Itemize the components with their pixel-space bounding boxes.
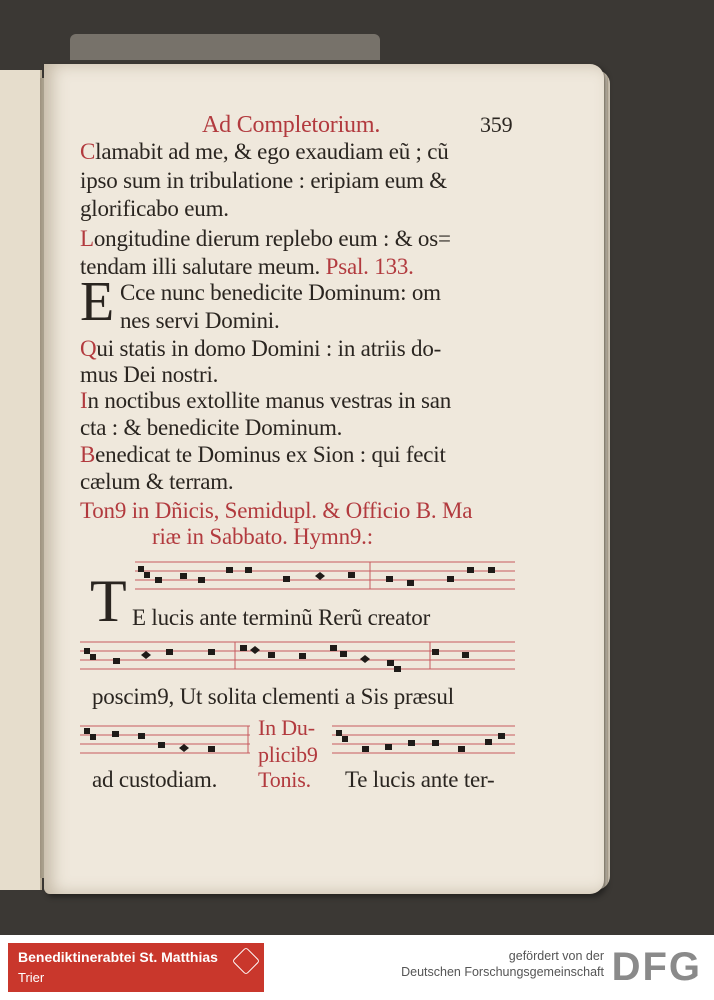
- neume: [208, 746, 215, 752]
- neume: [462, 652, 469, 658]
- neume: [432, 740, 439, 746]
- hymn-line-2: poscim9, Ut solita clementi a Sis præsul: [92, 684, 454, 709]
- hymn-line-3a: ad custodiam.: [92, 767, 218, 792]
- hymn-line-1: E lucis ante terminũ Rerũ creator: [132, 605, 431, 630]
- verse-line-3: glorificabo eum.: [80, 196, 229, 221]
- neume: [386, 576, 393, 582]
- neume: [112, 731, 119, 737]
- hymn-rubric-1: In Du-: [258, 715, 315, 740]
- funding-line-2: Deutschen Forschungsgemeinschaft: [401, 965, 604, 979]
- verse-line-4: Longitudine dierum replebo eum : & os=: [80, 226, 451, 251]
- verse-line-2: ipso sum in tribulatione : eripiam eum &: [80, 168, 447, 193]
- neume: [498, 733, 505, 739]
- neume: [245, 567, 252, 573]
- neume: [180, 573, 187, 579]
- neume: [488, 567, 495, 573]
- neume: [250, 646, 260, 654]
- verse2-line-2: mus Dei nostri.: [80, 362, 219, 387]
- hymn-big-initial: T: [90, 568, 127, 634]
- neume: [179, 744, 189, 752]
- verse2-line-4: cta : & benedicite Dominum.: [80, 415, 343, 440]
- neume: [138, 566, 144, 572]
- funding-line-1: gefördert von der: [508, 949, 604, 963]
- neume: [208, 649, 215, 655]
- neume: [315, 572, 325, 580]
- neume: [447, 576, 454, 582]
- neume: [90, 654, 96, 660]
- hymn-rubric-3: Tonis.: [258, 767, 311, 792]
- neume: [330, 645, 337, 651]
- verse-line-1: Clamabit ad me, & ego exaudiam eũ ; cũ: [80, 139, 449, 164]
- neume: [113, 658, 120, 664]
- abbey-logo-icon: [232, 947, 260, 975]
- neume: [342, 736, 348, 742]
- verse2-line-5: Benedicat te Dominus ex Sion : qui fecit: [80, 442, 446, 467]
- psalm-big-initial: E: [80, 271, 115, 333]
- neume: [226, 567, 233, 573]
- psalm-line-1: Cce nunc benedicite Dominum: om: [120, 280, 441, 305]
- neume: [394, 666, 401, 672]
- neume: [467, 567, 474, 573]
- neume: [283, 576, 290, 582]
- psalm-line-2: nes servi Domini.: [120, 308, 280, 333]
- neume: [299, 653, 306, 659]
- neume: [84, 728, 90, 734]
- music-staff-1: [80, 558, 520, 598]
- music-staff-2: [80, 638, 520, 678]
- neume: [362, 746, 369, 752]
- music-staff-3: [80, 722, 520, 762]
- neume: [84, 648, 90, 654]
- neume: [198, 577, 205, 583]
- verse2-line-6: cælum & terram.: [80, 469, 234, 494]
- neume: [458, 746, 465, 752]
- dfg-logo[interactable]: DFG: [611, 945, 702, 989]
- verse2-line-1: Qui statis in domo Domini : in atriis do-: [80, 336, 442, 361]
- neume: [408, 740, 415, 746]
- rubric-line-1: Ton9 in Dñicis, Semidupl. & Officio B. Ma: [80, 498, 473, 523]
- hymn-line-3b: Te lucis ante ter-: [345, 767, 495, 792]
- neume: [348, 572, 355, 578]
- institution-name: Benediktinerabtei St. Matthias: [18, 949, 218, 965]
- neume: [360, 655, 370, 663]
- neume: [485, 739, 492, 745]
- verse-line-5: tendam illi salutare meum. Psal. 133.: [80, 254, 414, 279]
- book-top-edge: [70, 34, 380, 60]
- neume: [240, 645, 247, 651]
- verse2-line-3: In noctibus extollite manus vestras in san: [80, 388, 452, 413]
- institution-badge[interactable]: [8, 943, 264, 992]
- neume: [407, 580, 414, 586]
- neume: [432, 649, 439, 655]
- neume: [340, 651, 347, 657]
- neume: [387, 660, 394, 666]
- neume: [385, 744, 392, 750]
- page-number: 359: [480, 112, 513, 137]
- neume: [141, 651, 151, 659]
- page-header: Ad Completorium.: [202, 112, 381, 138]
- hymn-rubric-2: plicib9: [258, 742, 318, 767]
- psalm-reference: Psal. 133.: [325, 254, 414, 279]
- neume: [90, 734, 96, 740]
- rubric-line-2: riæ in Sabbato. Hymn9.:: [152, 524, 373, 549]
- neume: [155, 577, 162, 583]
- neume: [158, 742, 165, 748]
- left-page: [0, 70, 42, 890]
- footer-bar: [0, 935, 714, 1000]
- neume: [144, 572, 150, 578]
- neume: [336, 730, 342, 736]
- neume: [138, 733, 145, 739]
- neume: [268, 652, 275, 658]
- neume: [166, 649, 173, 655]
- institution-city: Trier: [18, 970, 45, 985]
